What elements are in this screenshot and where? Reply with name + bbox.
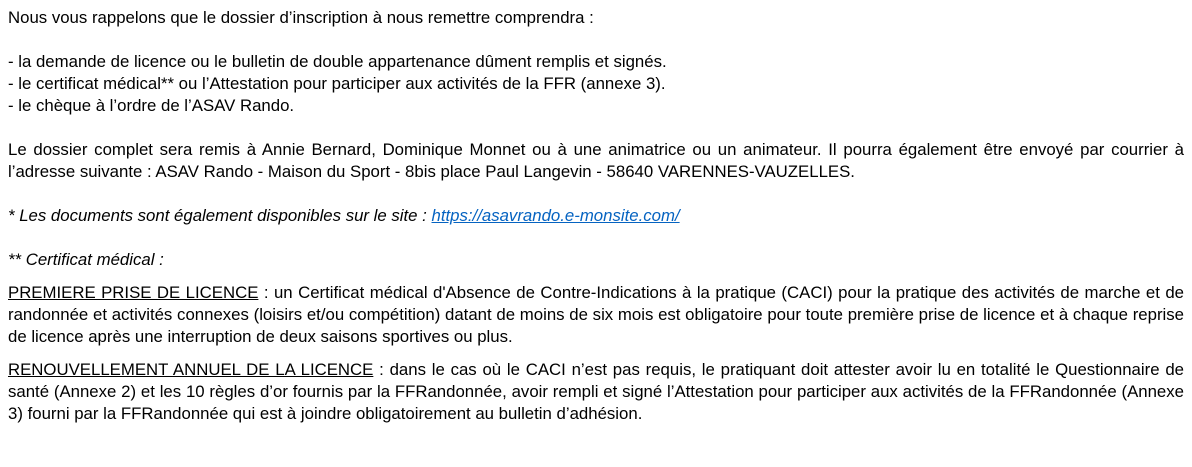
renouvellement-paragraph	[8, 359, 1184, 425]
premiere-prise-paragraph	[8, 282, 1184, 348]
premiere-prise-label: PREMIERE PRISE DE LICENCE	[8, 283, 259, 302]
certificat-heading: ** Certificat médical :	[8, 250, 164, 269]
spacer	[8, 117, 1184, 139]
spacer	[8, 227, 1184, 249]
spacer	[8, 348, 1184, 359]
documents-note	[8, 205, 1184, 227]
premiere-prise-text: : un Certificat médical d'Absence de Contre-Indications à la pratique (CACI) pour la pratique des activités de marche et de randonnée et activités connexes (loisirs et/ou compétition) datant de moins de six mois est obligatoire pour toute première prise de licence et à chaque reprise de licence après une interruption de deux saisons sportives ou plus.	[8, 283, 1184, 346]
delivery-paragraph: Le dossier complet sera remis à Annie Bernard, Dominique Monnet ou à une animatrice ou un animateur. Il pourra également être envoyé par courrier à l’adresse suivante : ASAV Rando - Maison du Sport - 8bis place Paul Langevin - 58640 VARENNES-VAUZELLES.	[8, 140, 1184, 181]
renouvellement-label: RENOUVELLEMENT ANNUEL DE LA LICENCE	[8, 360, 374, 379]
list-item: - la demande de licence ou le bulletin de double appartenance dûment remplis et signés.	[8, 52, 667, 71]
renouvellement-text: : dans le cas où le CACI n’est pas requis, le pratiquant doit attester avoir lu en totalité le Questionnaire de santé (Annexe 2) et les 10 règles d’or fournis par la FFRandonnée, avoir rempli et signé l’Attestation pour participer aux activités de la FFRandonnée (Annexe 3) fourni par la FFRandonnée qui est à joindre obligatoirement au bulletin d’adhésion.	[8, 360, 1184, 423]
intro-text: Nous vous rappelons que le dossier d’inscription à nous remettre comprendra :	[8, 8, 594, 27]
list-item: - le chèque à l’ordre de l’ASAV Rando.	[8, 96, 295, 115]
documents-note-text: * Les documents sont également disponibles sur le site :	[8, 206, 432, 225]
website-link[interactable]: https://asavrando.e-monsite.com/	[431, 206, 680, 225]
document-page	[8, 7, 1184, 425]
spacer	[8, 271, 1184, 282]
spacer	[8, 183, 1184, 205]
spacer	[8, 29, 1184, 51]
list-item: - le certificat médical** ou l’Attestation pour participer aux activités de la FFR (annexe 3).	[8, 74, 666, 93]
